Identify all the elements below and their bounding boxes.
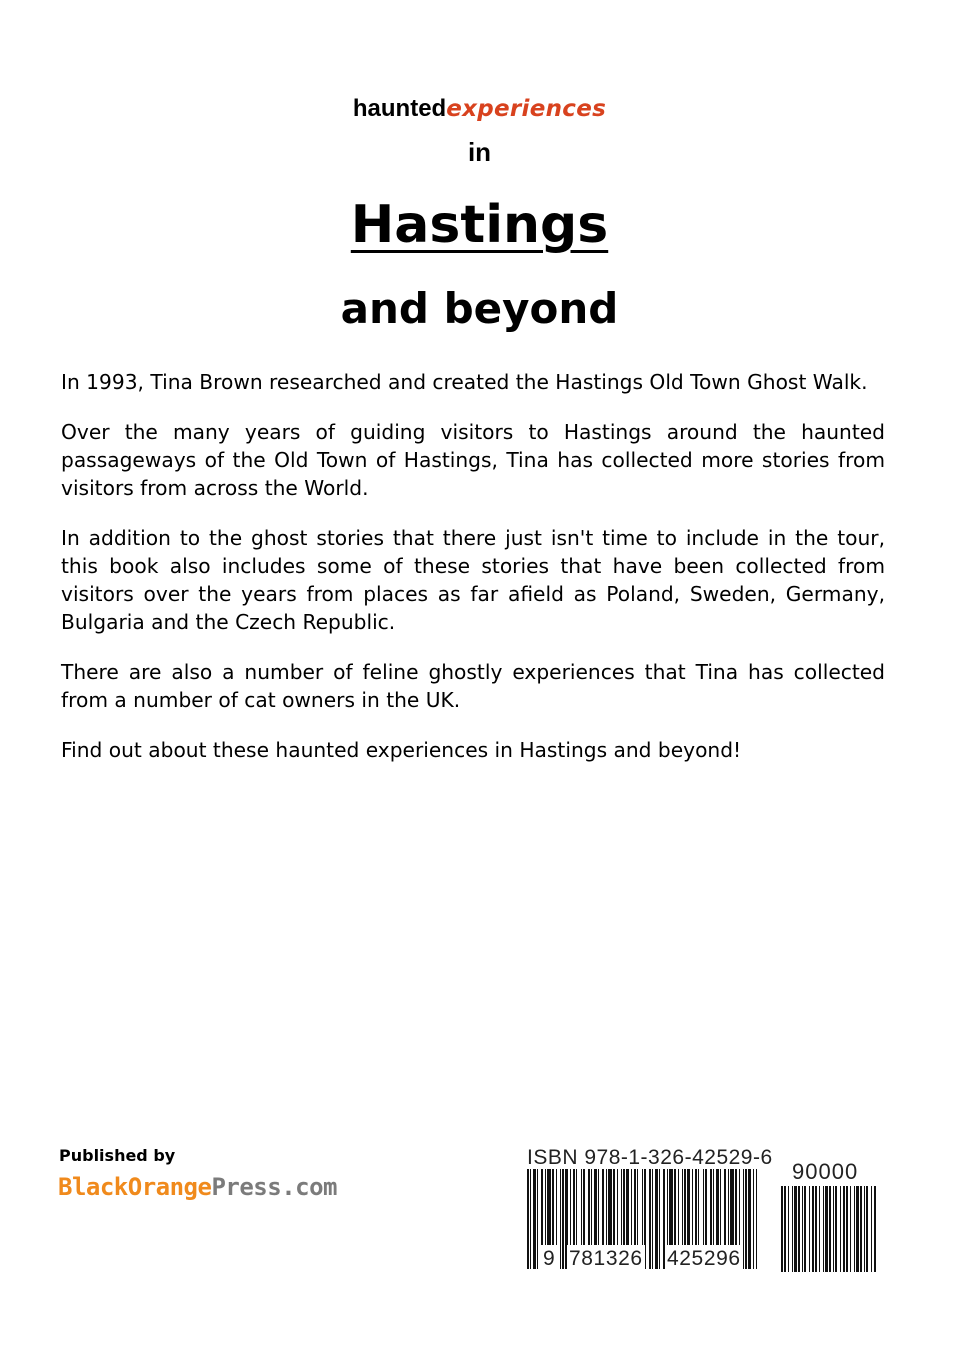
series-title [0, 94, 959, 124]
blurb-paragraph: In addition to the ghost stories that there just isn't time to include in the tour, this book also includes some of these stories that have been collected from visitors over the years from places as far afield as Poland, Sweden, Germany, Bulgaria and the Czech Republic. [61, 526, 885, 634]
barcode-digit-first: 9 [541, 1245, 557, 1273]
barcode-bar [788, 1186, 789, 1272]
book-subtitle: and beyond [340, 284, 619, 333]
barcode-bar [815, 1186, 817, 1272]
barcode-bar [833, 1186, 834, 1272]
back-cover-blurb [61, 368, 885, 786]
blurb-paragraph: There are also a number of feline ghostly experiences that Tina has collected from a number of cat owners in the UK. [61, 660, 885, 712]
barcode-bar [874, 1186, 876, 1272]
barcode-bar [866, 1186, 868, 1272]
barcode-bar [860, 1186, 862, 1272]
blurb-paragraph: Over the many years of guiding visitors to Hastings around the haunted passageways of the Old Town of Hastings, Tina has collected more stories from visitors from across the World. [61, 420, 885, 500]
barcode-bar [871, 1186, 872, 1272]
barcode-bar [840, 1186, 841, 1272]
series-accent: experiences [446, 96, 607, 122]
barcode-bar [854, 1186, 855, 1272]
published-by-label: Published by [59, 1146, 176, 1165]
publisher-logo-part-orange: Orange [127, 1173, 212, 1201]
barcode-bar [792, 1186, 793, 1272]
barcode-bar [864, 1186, 865, 1272]
title-connector: in [467, 137, 492, 167]
blurb-paragraph: Find out about these haunted experiences in Hastings and beyond! [61, 738, 742, 762]
series-prefix: haunted [352, 95, 447, 122]
barcode-bar [781, 1186, 783, 1272]
barcode-bar [823, 1186, 824, 1272]
barcode-bar [804, 1186, 806, 1272]
barcode-bar [850, 1186, 851, 1272]
barcode-bar [809, 1186, 810, 1272]
barcode-bar [825, 1186, 828, 1272]
barcode-bar [784, 1186, 786, 1272]
barcode-bar [856, 1186, 859, 1272]
barcode-digit-group-right: 425296 [665, 1245, 743, 1273]
publisher-logo-part-black: Black [58, 1173, 128, 1201]
barcode-bar [835, 1186, 837, 1272]
price-code: 90000 [792, 1159, 859, 1184]
blurb-paragraph: In 1993, Tina Brown researched and created the Hastings Old Town Ghost Walk. [61, 370, 868, 394]
barcode-bar [802, 1186, 803, 1272]
publisher-logo [58, 1172, 337, 1202]
barcode-bar [846, 1186, 848, 1272]
book-title [0, 192, 959, 258]
barcode-bar [798, 1186, 800, 1272]
barcode-bar [794, 1186, 797, 1272]
barcode-bar [829, 1186, 831, 1272]
isbn-label: ISBN 978-1-326-42529-6 [527, 1146, 773, 1169]
barcode-bar [819, 1186, 820, 1272]
barcode-digits [527, 1245, 757, 1273]
barcode-digit-group-left: 781326 [567, 1245, 645, 1273]
publisher-logo-part-press: Press.com [211, 1173, 337, 1201]
barcode-bar [812, 1186, 814, 1272]
price-addon-barcode [781, 1186, 876, 1272]
barcode-bar [843, 1186, 845, 1272]
book-title-text: Hastings [350, 195, 609, 255]
